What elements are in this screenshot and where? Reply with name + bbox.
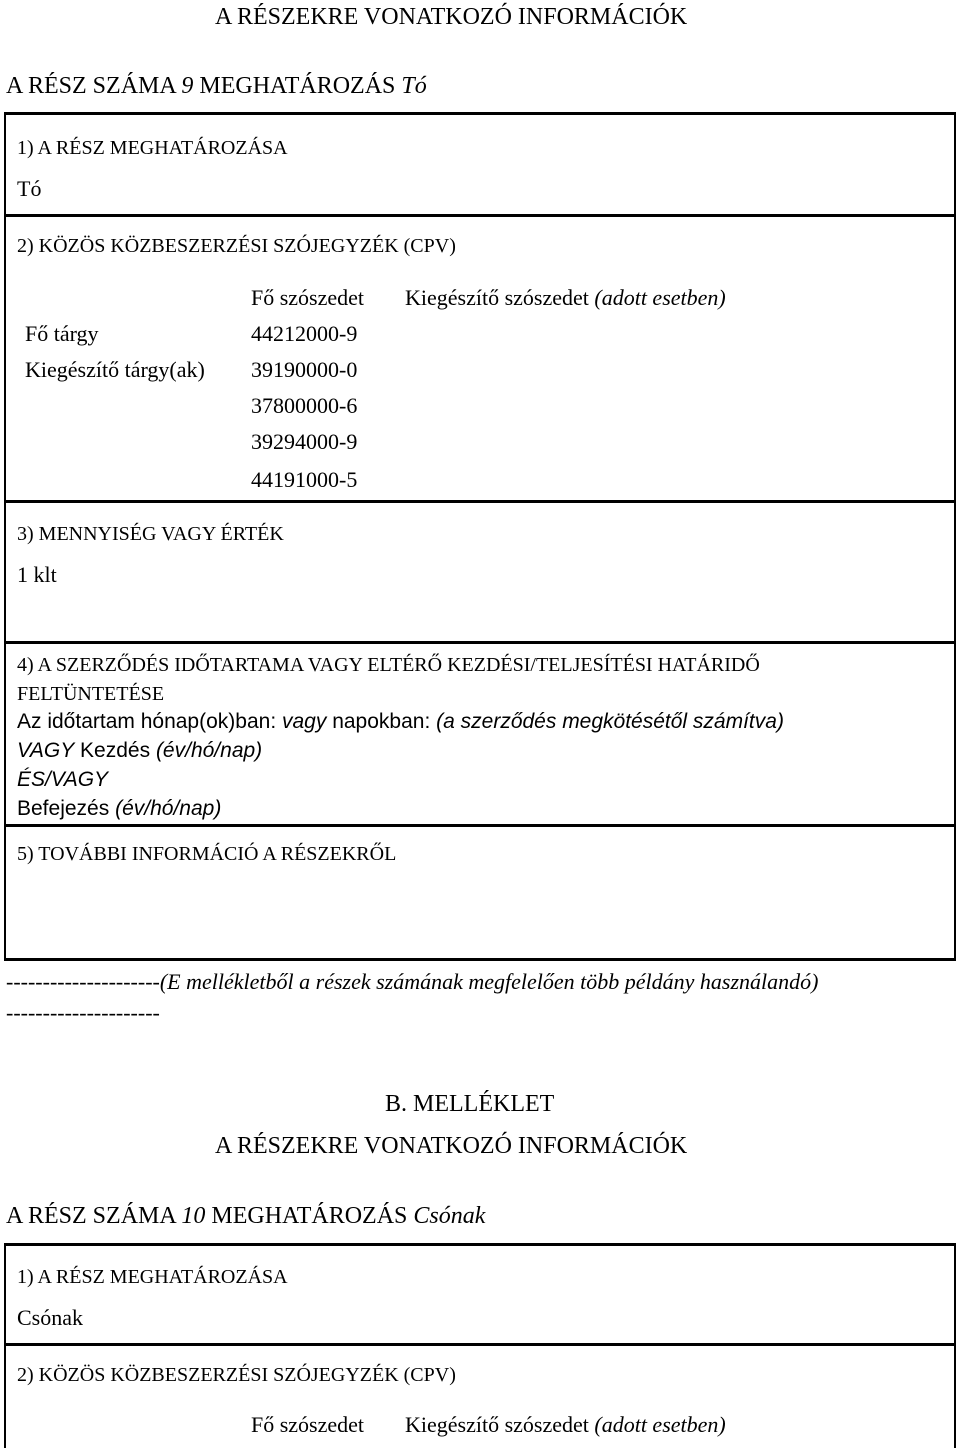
section-heading: A RÉSZEKRE VONATKOZÓ INFORMÁCIÓK	[215, 1133, 688, 1159]
cpv-supp-vocab-label: Kiegészítő szószedet	[405, 285, 589, 310]
divider	[4, 500, 956, 503]
cpv-supp-vocab-note: (adott esetben)	[594, 1412, 726, 1437]
cpv-supp-code: 44191000-5	[251, 467, 358, 492]
cpv-main-code: 44212000-9	[251, 321, 358, 346]
duration-days-label: napokban:	[332, 710, 431, 733]
section-1-value: Csónak	[17, 1305, 83, 1330]
and-or-label: ÉS/VAGY	[17, 768, 109, 791]
section-5-title: 5) TOVÁBBI INFORMÁCIÓ A RÉSZEKRŐL	[17, 843, 397, 865]
part-number-value: 9	[181, 73, 194, 99]
section-3-title: 3) MENNYISÉG VAGY ÉRTÉK	[17, 523, 284, 545]
part-number-label: A RÉSZ SZÁMA	[6, 1203, 176, 1229]
part-number-label: A RÉSZ SZÁMA	[6, 73, 176, 99]
section-1-title: 1) A RÉSZ MEGHATÁROZÁSA	[17, 1266, 288, 1288]
cpv-supp-vocab-header	[405, 285, 726, 311]
cpv-supp-code: 39190000-0	[251, 357, 358, 382]
part-number-value: 10	[181, 1203, 206, 1229]
cpv-supp-vocab-note: (adott esetben)	[594, 285, 726, 310]
divider	[4, 641, 956, 644]
copies-note-line	[6, 969, 818, 995]
section-1-value: Tó	[17, 176, 42, 201]
cpv-supp-vocab-header	[405, 1412, 726, 1438]
duration-line	[17, 710, 784, 734]
section-heading: A RÉSZEKRE VONATKOZÓ INFORMÁCIÓK	[215, 4, 688, 30]
definition-value: Tó	[401, 73, 427, 99]
section-2-title: 2) KÖZÖS KÖZBESZERZÉSI SZÓJEGYZÉK (CPV)	[17, 1364, 456, 1386]
section-4-title-line2: FELTÜNTETÉSE	[17, 683, 165, 705]
cpv-main-vocab-header: Fő szószedet	[251, 1412, 365, 1437]
cpv-supp-subject-label: Kiegészítő tárgy(ak)	[25, 357, 205, 382]
dash-line: ---------------------	[6, 1000, 160, 1025]
annex-title: B. MELLÉKLET	[385, 1091, 555, 1117]
definition-label: MEGHATÁROZÁS	[211, 1203, 408, 1229]
part-number-line	[6, 1203, 485, 1230]
cpv-supp-code: 37800000-6	[251, 393, 358, 418]
cpv-main-subject-label: Fő tárgy	[25, 321, 99, 346]
end-label: Befejezés	[17, 797, 110, 820]
section-2-title: 2) KÖZÖS KÖZBESZERZÉSI SZÓJEGYZÉK (CPV)	[17, 235, 456, 257]
or-label: VAGY	[17, 739, 75, 762]
date-format: (év/hó/nap)	[155, 739, 263, 762]
section-1-title: 1) A RÉSZ MEGHATÁROZÁSA	[17, 137, 288, 159]
cpv-supp-code: 39294000-9	[251, 429, 358, 454]
copies-note: (E mellékletből a részek számának megfelelően több példány használandó)	[159, 969, 819, 994]
start-label: Kezdés	[80, 739, 151, 762]
end-line	[17, 797, 221, 821]
part-number-line	[6, 73, 427, 100]
divider	[4, 1243, 956, 1246]
duration-months-label: Az időtartam hónap(ok)ban:	[17, 710, 277, 733]
section-3-value: 1 klt	[17, 562, 57, 587]
divider	[4, 112, 956, 115]
duration-or: vagy	[282, 710, 327, 733]
divider	[4, 214, 956, 217]
divider	[4, 958, 956, 961]
duration-note: (a szerződés megkötésétől számítva)	[436, 710, 784, 733]
divider	[4, 1343, 956, 1346]
definition-label: MEGHATÁROZÁS	[199, 73, 396, 99]
cpv-supp-vocab-label: Kiegészítő szószedet	[405, 1412, 589, 1437]
start-line	[17, 739, 262, 763]
cpv-main-vocab-header: Fő szószedet	[251, 285, 365, 310]
definition-value: Csónak	[413, 1203, 486, 1229]
divider	[4, 824, 956, 827]
date-format: (év/hó/nap)	[115, 797, 222, 820]
section-4-title-line1: 4) A SZERZŐDÉS IDŐTARTAMA VAGY ELTÉRŐ KEZDÉSI/TELJESÍTÉSI HATÁRIDŐ	[17, 654, 760, 676]
dash-line: ---------------------	[6, 969, 160, 994]
